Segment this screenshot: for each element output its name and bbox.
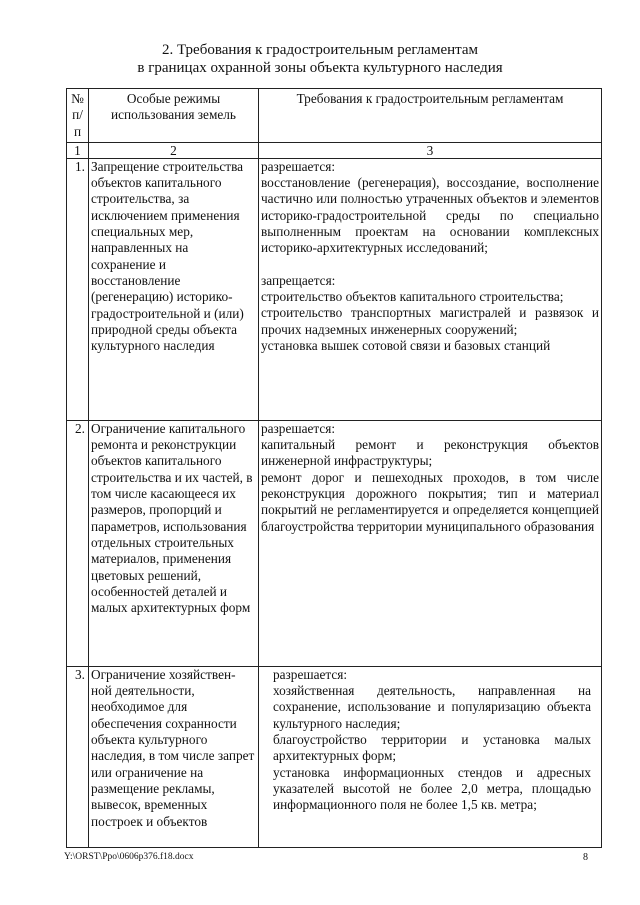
req-item: капитальный ремонт и реконструкция объектов инженерной инфраструктуры; xyxy=(261,437,599,469)
row-number: 1. xyxy=(67,158,89,420)
row-number: 3. xyxy=(67,666,89,847)
req-heading: разрешается: xyxy=(261,420,336,436)
table-header-row xyxy=(67,89,602,143)
req-heading: разрешается: xyxy=(273,666,348,682)
req-item: восстановление (регенерация), воссоздание, восполнение частично или полностью утраченных объектов и элементов историко-градостроительной среды по специально выполненным проектам на основании комплексных историко-архитектурных исследований; xyxy=(261,175,599,256)
land-use-mode: Ограничение капитального ремонта и реконструкции объектов капитального строительства и их частей, в том числе касающееся их размеров, пропорций и параметров, использования отдельных строительных материалов, применения цветовых решений, особенностей деталей и малых архитектурных форм xyxy=(89,420,259,666)
footer-file-path: Y:\ORST\Ppo\0606p376.f18.docx xyxy=(64,852,194,862)
requirements-cell xyxy=(259,666,602,847)
requirements-cell xyxy=(259,158,602,420)
title-line-1: 2. Требования к градостроительным регламентам xyxy=(161,42,479,58)
req-spacer xyxy=(261,257,599,273)
regulations-table xyxy=(66,88,602,848)
title-line-2: в границах охранной зоны объекта культурного наследия xyxy=(137,60,503,76)
req-item: строительство объектов капитального строительства; xyxy=(261,288,564,304)
row-number: 2. xyxy=(67,420,89,666)
req-item: строительство транспортных магистралей и развязок и прочих надземных инженерных сооружений; xyxy=(261,305,599,337)
table-row xyxy=(67,420,602,666)
header-requirements: Требования к градостроительным регламентам xyxy=(259,89,602,143)
req-item: установка информационных стендов и адресных указателей высотой не более 2,0 метра, площадью информационного поля не более 1,5 кв. метра; xyxy=(273,764,591,813)
req-item: установка вышек сотовой связи и базовых станций xyxy=(261,337,551,353)
table-row xyxy=(67,666,602,847)
document-title xyxy=(0,41,640,77)
page-number: 8 xyxy=(583,852,588,863)
header-mode: Особые режимы использования земель xyxy=(89,89,259,143)
column-numbers-row xyxy=(67,142,602,158)
land-use-mode: Запрещение строительства объектов капитального строительства, за исключением применения специальных мер, направленных на сохранение и восстановление (регенерацию) историко-градостроительной и (или) природной среды объекта культурного наследия xyxy=(89,158,259,420)
req-item: ремонт дорог и пешеходных проходов, в том числе реконструкция дорожного покрытия; тип и материал покрытий не регламентируется и определяется концепцией благоустройства территории муниципального образования xyxy=(261,469,599,534)
requirements-cell xyxy=(259,420,602,666)
land-use-mode: Ограничение хозяйствен-ной деятельности, необходимое для обеспечения сохранности объекта культурного наследия, в том числе запрет или ограничение на размещение рекламы, вывесок, временных построек и объектов xyxy=(89,666,259,847)
req-heading: разрешается: xyxy=(261,158,336,174)
req-item: благоустройство территории и установка малых архитектурных форм; xyxy=(273,732,591,764)
table-row xyxy=(67,158,602,420)
column-number-3: 3 xyxy=(259,142,602,158)
header-num: № п/п xyxy=(67,89,89,143)
req-heading: запрещается: xyxy=(261,272,336,288)
column-number-1: 1 xyxy=(67,142,89,158)
req-item: хозяйственная деятельность, направленная на сохранение, использование и популяризацию объекта культурного наследия; xyxy=(273,683,591,731)
column-number-2: 2 xyxy=(89,142,259,158)
